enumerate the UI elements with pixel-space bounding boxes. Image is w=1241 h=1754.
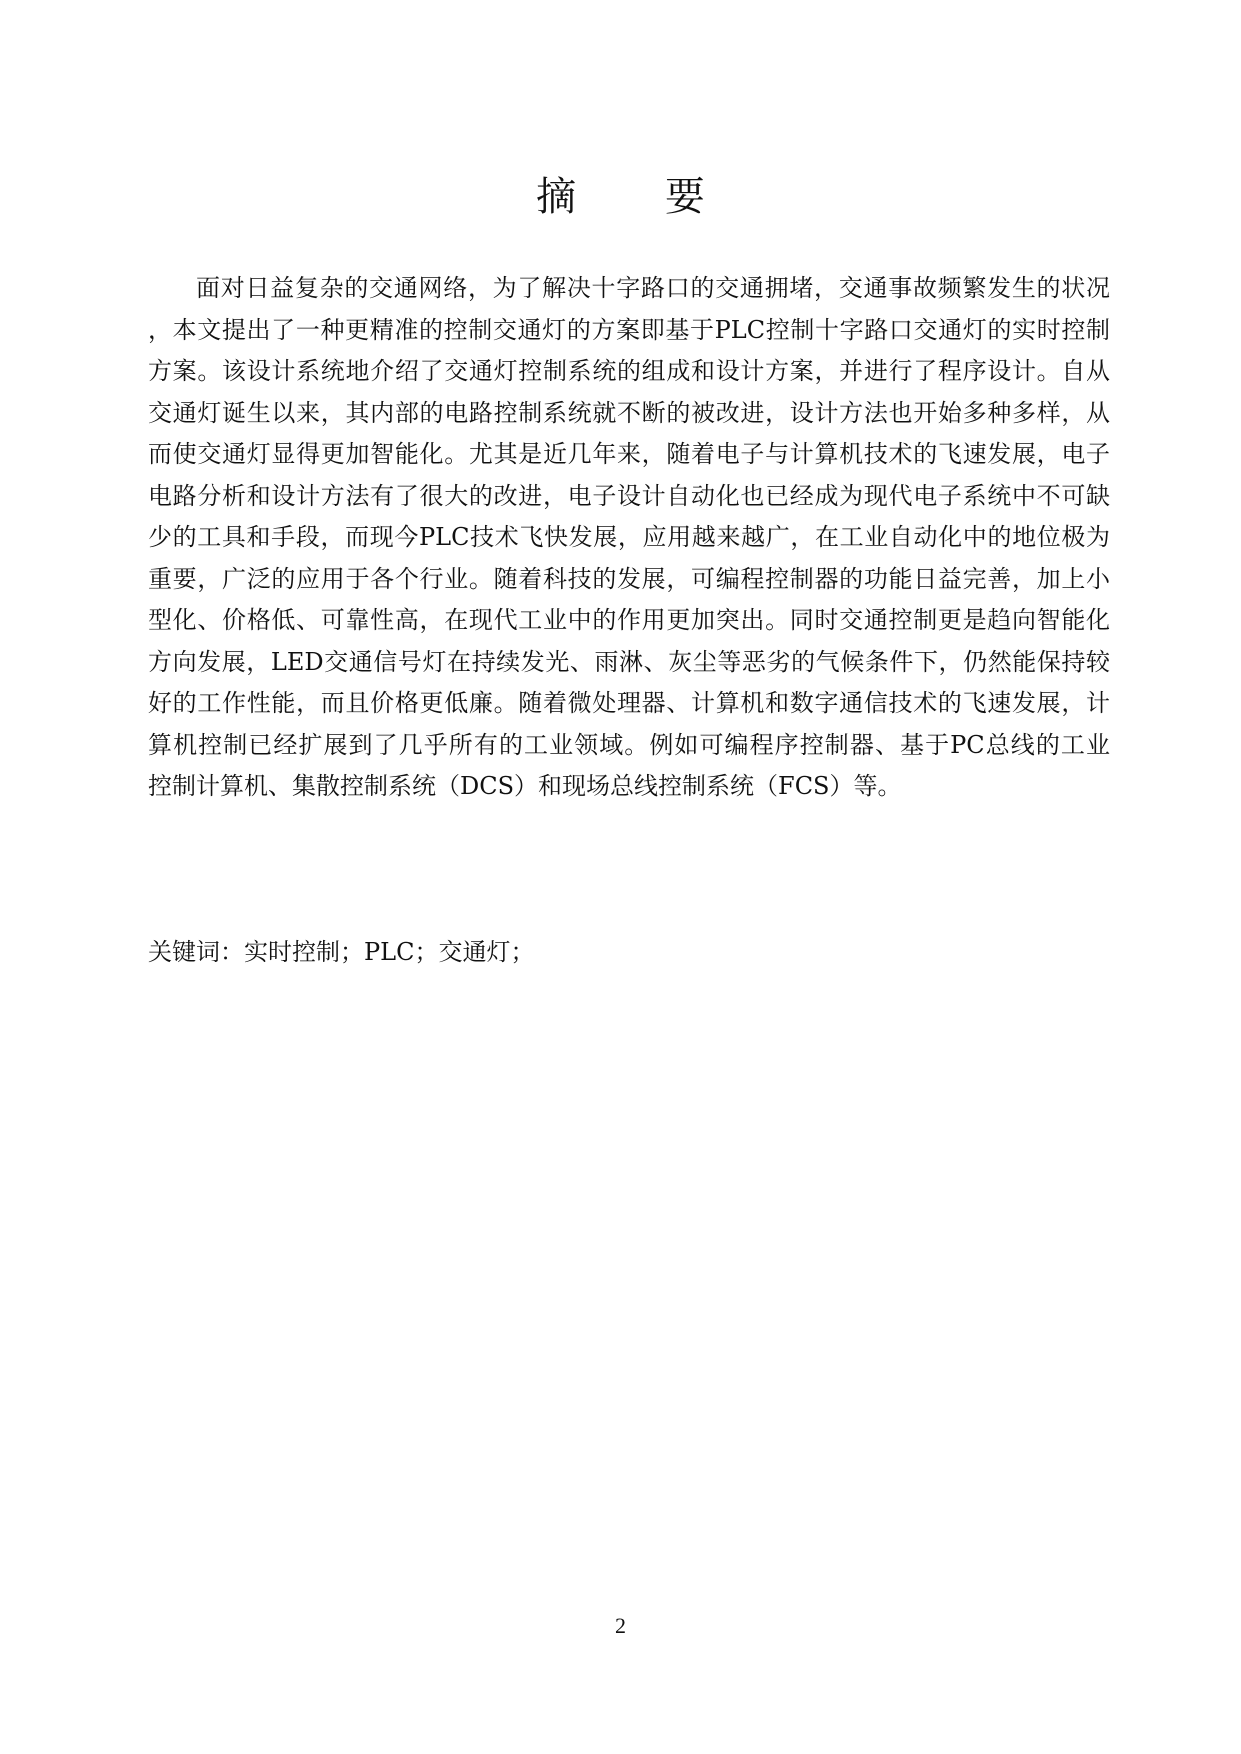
abstract-line: 面对日益复杂的交通网络，为了解决十字路口的交通拥堵，交通事故频繁发生的状况 bbox=[196, 274, 1110, 302]
abstract-line: 重要，广泛的应用于各个行业。随着科技的发展，可编程控制器的功能日益完善，加上小 bbox=[148, 564, 1110, 593]
abstract-line: 交通灯诞生以来，其内部的电路控制系统就不断的被改进，设计方法也开始多种多样，从 bbox=[148, 398, 1110, 427]
abstract-line: 好的工作性能，而且价格更低廉。随着微处理器、计算机和数字通信技术的飞速发展，计 bbox=[148, 689, 1110, 717]
page-number: 2 bbox=[615, 1613, 626, 1638]
abstract-line: 而使交通灯显得更加智能化。尤其是近几年来，随着电子与计算机技术的飞速发展，电子 bbox=[148, 440, 1110, 468]
abstract-line: 方向发展，LED交通信号灯在持续发光、雨淋、灰尘等恶劣的气候条件下，仍然能保持较 bbox=[148, 647, 1110, 676]
abstract-line: 方案。该设计系统地介绍了交通灯控制系统的组成和设计方案，并进行了程序设计。自从 bbox=[148, 357, 1110, 385]
abstract-line: 少的工具和手段，而现今PLC技术飞快发展，应用越来越广，在工业自动化中的地位极为 bbox=[148, 523, 1110, 551]
abstract-line: ，本文提出了一种更精准的控制交通灯的方案即基于PLC控制十字路口交通灯的实时控制 bbox=[148, 315, 1110, 344]
abstract-line: 控制计算机、集散控制系统（DCS）和现场总线控制系统（FCS）等。 bbox=[148, 772, 902, 800]
page-title: 摘 要 bbox=[536, 174, 743, 220]
abstract-line: 型化、价格低、可靠性高，在现代工业中的作用更加突出。同时交通控制更是趋向智能化 bbox=[148, 606, 1110, 634]
abstract-line: 算机控制已经扩展到了几乎所有的工业领域。例如可编程序控制器、基于PC总线的工业 bbox=[148, 730, 1110, 759]
abstract-body bbox=[148, 268, 1110, 808]
abstract-line: 电路分析和设计方法有了很大的改进，电子设计自动化也已经成为现代电子系统中不可缺 bbox=[148, 481, 1110, 510]
keywords-line: 关键词：实时控制；PLC；交通灯； bbox=[148, 938, 535, 966]
